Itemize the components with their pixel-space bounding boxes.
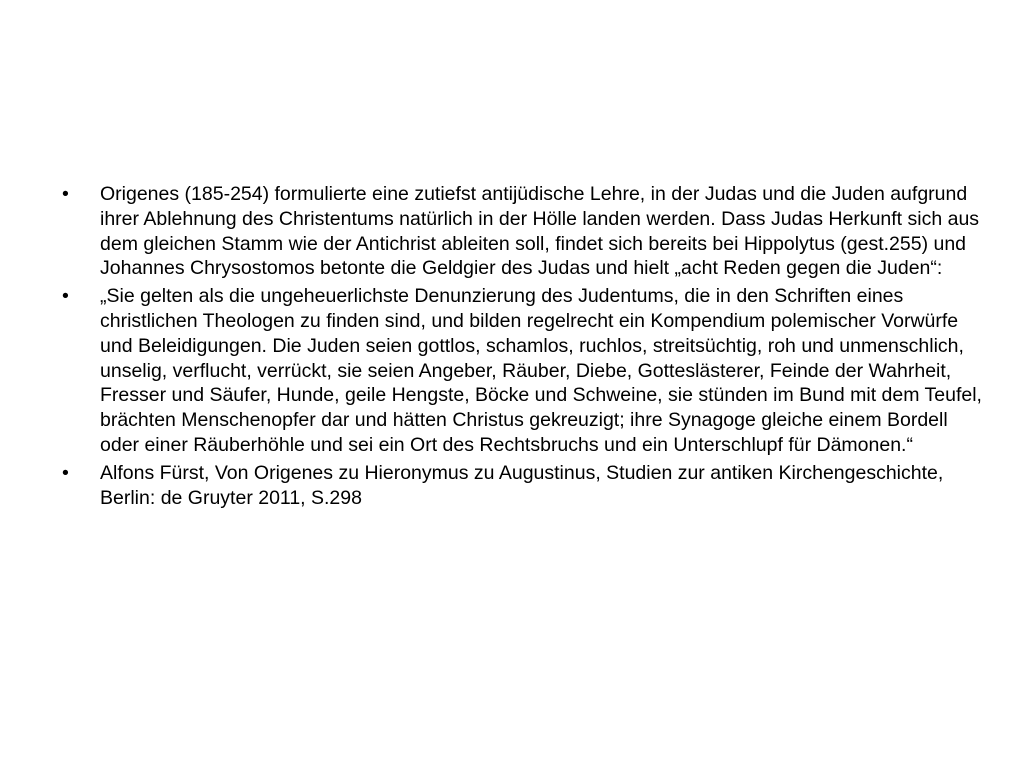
bullet-list bbox=[62, 182, 982, 510]
slide-body bbox=[62, 182, 982, 513]
bullet-text: „Sie gelten als die ungeheuerlichste Denunzierung des Judentums, die in den Schriften eines christlichen Theologen zu finden sind, und bilden regelrecht ein Kompendium polemischer Vorwürfe und Beleidigungen. Die Juden seien gottlos, schamlos, ruchlos, streitsüchtig, roh und unmenschlich, unselig, verflucht, verrückt, sie seien Angeber, Räuber, Diebe, Gotteslästerer, Feinde der Wahrheit, Fresser und Säufer, Hunde, geile Hengste, Böcke und Schweine, sie stünden im Bund mit dem Teufel, brächten Menschenopfer dar und hätten Christus gekreuzigt; ihre Synagoge gleiche einem Bordell oder einer Räuberhöhle und sei ein Ort des Rechtsbruchs und ein Unterschlupf für Dämonen.“ bbox=[100, 285, 982, 456]
bullet-text: Origenes (185-254) formulierte eine zutiefst antijüdische Lehre, in der Judas und die Juden aufgrund ihrer Ablehnung des Christentums natürlich in der Hölle landen werden. Dass Judas Herkunft sich aus dem gleichen Stamm wie der Antichrist ableiten soll, findet sich bereits bei Hippolytus (gest.255) und Johannes Chrysostomos betonte die Geldgier des Judas und hielt „acht Reden gegen die Juden“: bbox=[100, 183, 980, 280]
bullet-item-quote bbox=[62, 284, 982, 458]
bullet-dot-icon: • bbox=[62, 461, 69, 484]
bullet-dot-icon: • bbox=[62, 183, 69, 205]
bullet-text: Alfons Fürst, Von Origenes zu Hieronymus zu Augustinus, Studien zur antiken Kirchengeschichte, Berlin: de Gruyter 2011, S.298 bbox=[100, 461, 944, 509]
bullet-dot-icon: • bbox=[62, 285, 69, 308]
bullet-item-origenes bbox=[62, 182, 982, 281]
bullet-item-citation bbox=[62, 461, 982, 511]
